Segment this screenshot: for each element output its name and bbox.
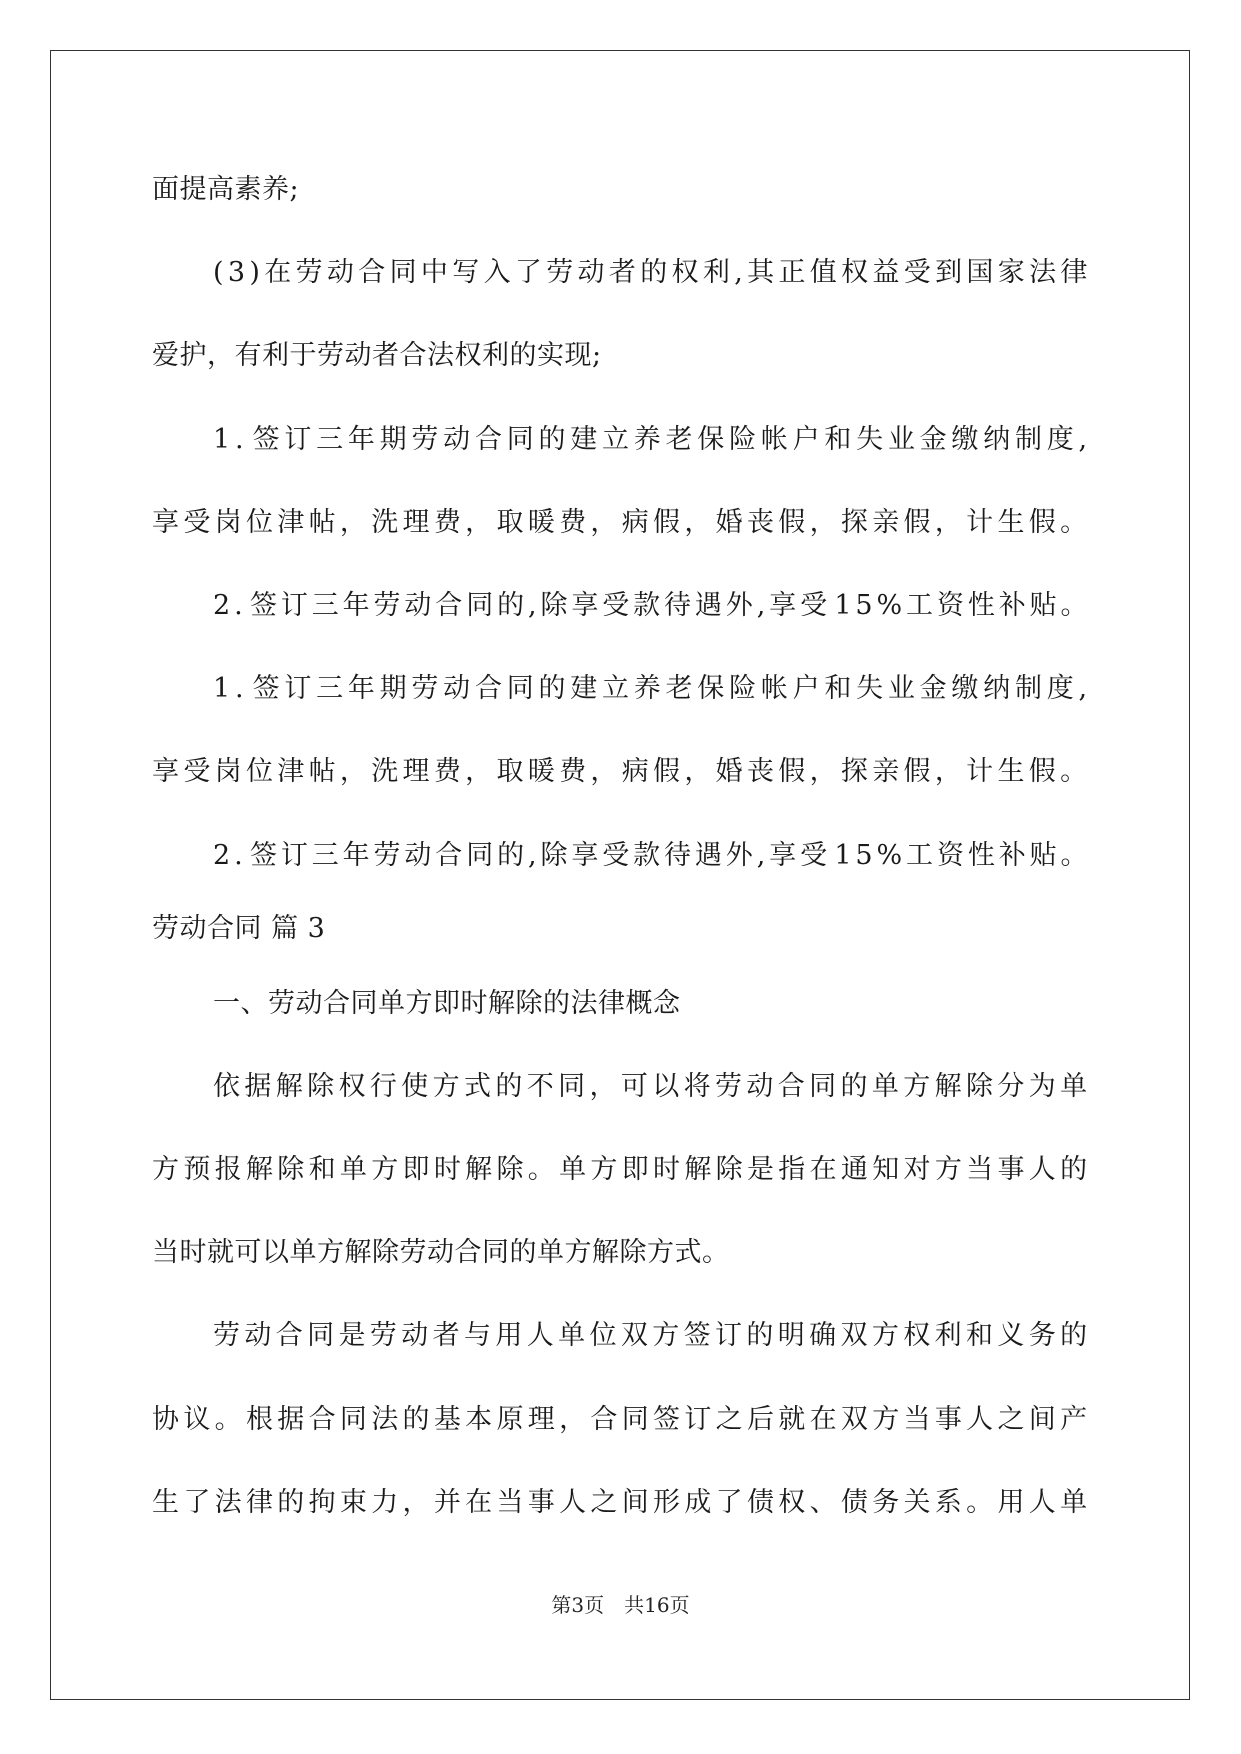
- body-text-line: 享 受 岗 位 津 帖 ， 洗 理 费 ， 取 暖 费 ， 病 假 ， 婚 丧 假 ， 探 亲 假 ， 计 生 假 。: [152, 507, 1088, 538]
- body-text-line: 依 据 解 除 权 行 使 方 式 的 不 同 ， 可 以 将 劳 动 合 同 的 单 方 解 除 分 为 单: [213, 1071, 1088, 1102]
- body-text-line: 协 议 。 根 据 合 同 法 的 基 本 原 理 ， 合 同 签 订 之 后 就 在 双 方 当 事 人 之 间 产: [152, 1404, 1088, 1435]
- body-text-line: 方 预 报 解 除 和 单 方 即 时 解 除 。 单 方 即 时 解 除 是 指 在 通 知 对 方 当 事 人 的: [152, 1154, 1088, 1185]
- body-text-line: 一、劳动合同单方即时解除的法律概念: [213, 988, 681, 1019]
- body-text-line: 享 受 岗 位 津 帖 ， 洗 理 费 ， 取 暖 费 ， 病 假 ， 婚 丧 假 ， 探 亲 假 ， 计 生 假 。: [152, 756, 1088, 787]
- body-text-line: 2 . 签 订 三 年 劳 动 合 同 的 , 除 享 受 款 待 遇 外 , 享 受 1 5 % 工 资 性 补 贴 。: [213, 590, 1088, 621]
- body-text-line: 劳动合同 篇 3: [152, 913, 326, 944]
- page-number-footer: 第3页 共16页: [551, 1593, 690, 1617]
- body-text-line: 1 . 签 订 三 年 期 劳 动 合 同 的 建 立 养 老 保 险 帐 户 和 失 业 金 缴 纳 制 度 ,: [213, 424, 1088, 455]
- body-text-line: ( 3 ) 在 劳 动 合 同 中 写 入 了 劳 动 者 的 权 利 , 其 正 值 权 益 受 到 国 家 法 律: [213, 257, 1088, 288]
- body-text-line: 1 . 签 订 三 年 期 劳 动 合 同 的 建 立 养 老 保 险 帐 户 和 失 业 金 缴 纳 制 度 ,: [213, 673, 1088, 704]
- body-text-line: 2 . 签 订 三 年 劳 动 合 同 的 , 除 享 受 款 待 遇 外 , 享 受 1 5 % 工 资 性 补 贴 。: [213, 840, 1088, 871]
- page-border: [50, 50, 1190, 1700]
- body-text-line: 劳 动 合 同 是 劳 动 者 与 用 人 单 位 双 方 签 订 的 明 确 双 方 权 利 和 义 务 的: [213, 1320, 1088, 1351]
- body-text-line: 当时就可以单方解除劳动合同的单方解除方式。: [152, 1237, 730, 1268]
- body-text-line: 面提高素养;: [152, 174, 300, 205]
- body-text-line: 生 了 法 律 的 拘 束 力 ， 并 在 当 事 人 之 间 形 成 了 债 权 、 债 务 关 系 。 用 人 单: [152, 1487, 1088, 1518]
- body-text-line: 爱护，有利于劳动者合法权利的实现;: [152, 340, 602, 371]
